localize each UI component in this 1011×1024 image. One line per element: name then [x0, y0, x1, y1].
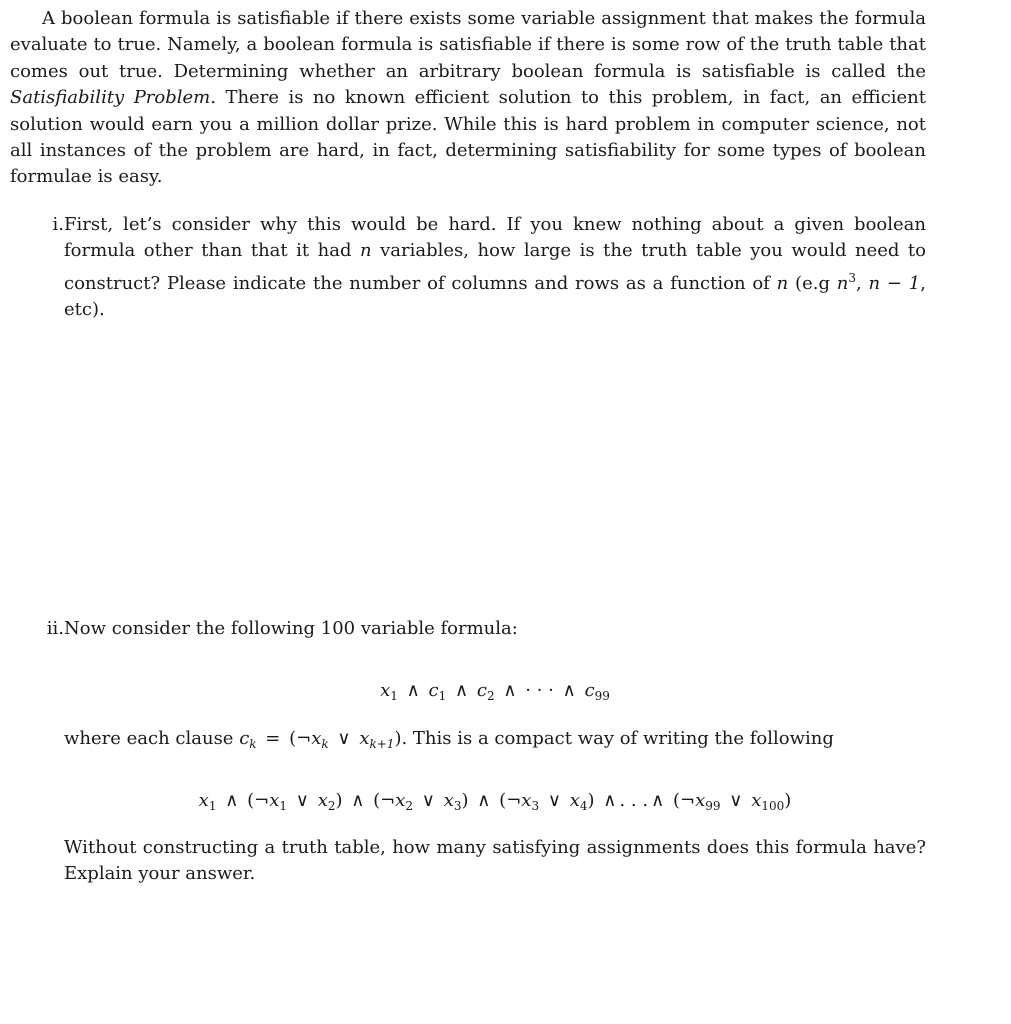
math-sub: 1	[208, 799, 217, 813]
math-and: ∧	[225, 790, 239, 811]
math-sub: 100	[761, 799, 785, 813]
question-i-text	[64, 212, 926, 324]
math-and: ∧	[454, 680, 469, 701]
math-or: ∨	[729, 790, 743, 811]
question-ii	[10, 616, 926, 642]
question-ii-text: Now consider the following 100 variable formula:	[64, 618, 518, 639]
intro-term: Satisfiability Problem.	[10, 87, 216, 109]
math-sub: 2	[327, 799, 336, 813]
example-n-cubed-exp: 3	[848, 270, 856, 285]
math-sub: k+1	[369, 737, 395, 751]
math-sub: 3	[531, 799, 540, 813]
clause-text-a: where each clause	[64, 728, 240, 749]
math-or: ∨	[337, 728, 351, 749]
question-i-text-b: variables, how large is the truth table you would need to construct? Please indicate the number of columns and rows as a function of	[64, 240, 926, 294]
formula-compact	[64, 678, 926, 709]
math-x: x	[751, 790, 762, 811]
math-sub: k	[249, 737, 257, 751]
math-x: x	[311, 728, 322, 749]
math-x: x	[198, 790, 209, 811]
math-and: ∧	[351, 790, 365, 811]
math-sub: 2	[487, 689, 495, 703]
math-c: c	[239, 728, 250, 749]
question-i-marker: i.	[52, 214, 64, 235]
math-c: c	[428, 680, 439, 701]
math-eq: =	[265, 728, 281, 749]
clause-text-b: . This is a compact way of writing the following	[401, 728, 834, 749]
math-c: c	[584, 680, 595, 701]
math-or: ∨	[547, 790, 562, 811]
math-dots: . . .	[619, 790, 649, 811]
math-x: x	[521, 790, 532, 811]
math-or: ∨	[295, 790, 309, 811]
formula-expanded: $x_1$ ∧ ($\neg x_1$ ∨ $x_2$) ∧ ($\neg x_2$ ∨ $x_3$) ∧ ($\neg x_3$ ∨ $x_4$) ∧ . . . ∧ ($\neg x_{99}$ ∨ $x_{100}$)	[198, 790, 792, 813]
math-not: ¬	[506, 790, 522, 811]
question-ii-marker: ii.	[46, 618, 64, 639]
math-and: ∧	[477, 790, 491, 811]
math-and: ∧	[603, 790, 617, 811]
question-ii-prompt: Without constructing a truth table, how many satisfying assignments does this formula have? Explain your answer.	[64, 837, 926, 885]
question-i-text-a: First, let’s consider why this would be hard. If you knew nothing about a given boolean formula other than that it had	[64, 214, 926, 262]
math-x: x	[569, 790, 580, 811]
math-sub: 2	[405, 799, 414, 813]
var-n-2: n	[776, 272, 789, 294]
math-x: x	[380, 680, 391, 701]
math-rparen: )	[394, 728, 402, 749]
math-sub: 99	[594, 689, 610, 703]
math-not: ¬	[380, 790, 396, 811]
example-n-minus-1: n − 1	[868, 272, 921, 294]
math-not: ¬	[680, 790, 696, 811]
math-x: x	[359, 728, 370, 749]
math-and: ∧	[503, 680, 517, 701]
math-x: x	[695, 790, 706, 811]
intro-paragraph	[10, 6, 926, 191]
math-sub: 1	[390, 689, 398, 703]
example-n-cubed-base: n	[836, 272, 849, 294]
math-sub: 3	[453, 799, 462, 813]
question-i-text-d: ,	[856, 272, 869, 294]
question-i-text-e: , etc).	[64, 272, 926, 321]
math-x: x	[317, 790, 328, 811]
var-n: n	[360, 240, 372, 262]
math-sub: k	[321, 737, 329, 751]
math-x: x	[443, 790, 454, 811]
math-and: ∧	[406, 680, 420, 701]
math-not: ¬	[254, 790, 270, 811]
math-and: ∧	[562, 680, 576, 701]
math-x: x	[395, 790, 406, 811]
math-sub: 99	[705, 799, 721, 813]
question-i-text-c: (e.g	[788, 272, 837, 294]
clause-definition	[64, 726, 926, 757]
math-sub: 1	[438, 689, 447, 703]
math-and: ∧	[651, 790, 665, 811]
math-sub: 1	[279, 799, 288, 813]
math-sub: 4	[579, 799, 588, 813]
intro-text-1: A boolean formula is satisfiable if there exists some variable assignment that makes the formula evaluate to true. Namely, a boolean formula is satisfiable if there is some row of the truth table that comes out true. Determining whether an arbitrary boolean formula is satisfiable is called the	[10, 8, 926, 82]
math-x: x	[269, 790, 280, 811]
math-dots: · · ·	[525, 680, 554, 701]
question-i	[10, 212, 926, 324]
math-c: c	[476, 680, 487, 701]
math-lparen-not: (¬	[289, 728, 312, 749]
intro-text-2: There is no known efficient solution to this problem, in fact, an efficient solution would earn you a million dollar prize. While this is hard problem in computer science, not all instances of the problem are hard, in fact, determining satisfiability for some types of boolean formulae is easy.	[10, 87, 927, 188]
math-or: ∨	[421, 790, 435, 811]
